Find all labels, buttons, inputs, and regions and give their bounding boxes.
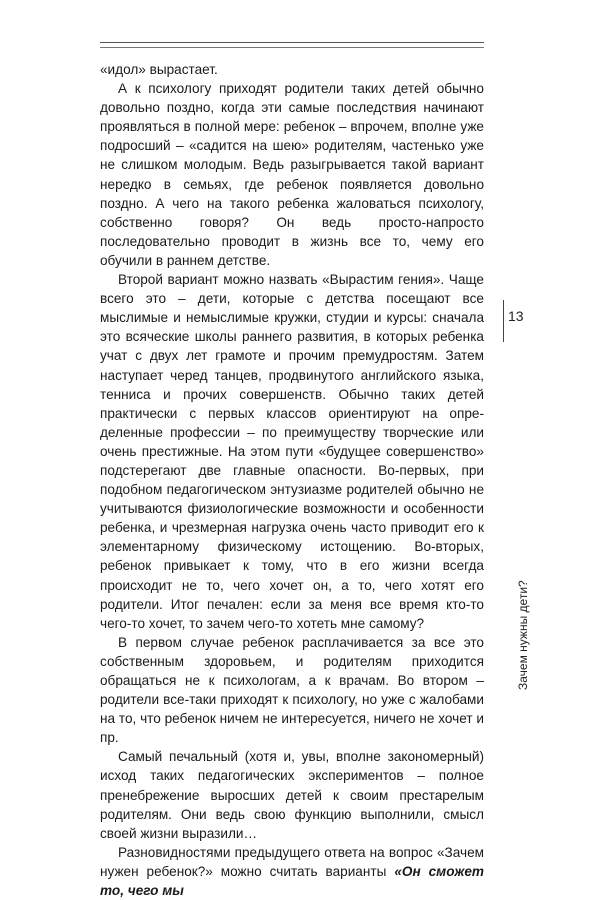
page-number: 13 [508,308,524,324]
header-rule-secondary [100,47,484,48]
running-head: Зачем нужны дети? [516,580,530,690]
margin-rule [503,300,504,342]
paragraph-last-text: Разновидностями предыдущего ответа на вопрос «Зачем нужен ребенок?» можно считать варианты [100,844,484,879]
paragraph: А к психологу приходят родители таких детей обычно довольно поздно, когда эти самые последствия начинают проявляться в полной мере: ребенок – впрочем, вполне уже подросший – «садится на шею» родителям, частенько уже не слишком молодым. Ведь разыгрывается такой вариант нередко в семьях, где ребенок появляется довольно поздно. А чего на такого ребенка жаловаться психологу, собственно говоря? Он ведь просто-напросто последовательно проводит в жизнь все то, чему его обучили в раннем детстве. [100,81,484,268]
paragraph: В первом случае ребенок расплачивается за все это собственным здоровьем, и родителям приходится обращаться не к психологам, а к врачам. Во втором – родители все-таки приходят к психологу, но уже с жалобами на то, что ребенок ничем не интересуется, ничего не хочет и пр. [100,634,484,746]
header-rule [100,42,484,43]
paragraph-continuation: «идол» вырастает. [100,62,218,77]
paragraph: Самый печальный (хотя и, увы, вполне закономерный) исход таких педагогических экспериментов – полное пренебрежение выросших детей к своим престарелым родителям. Они ведь свою функцию выполнили, смысл своей жизни выразили… [100,749,484,841]
emphasis-text: «Он сможет то, чего мы [100,863,484,899]
paragraph: Второй вариант можно назвать «Вырастим гения». Чаще всего это – дети, которые с детства посещают все мыслимые и немыслимые кружки, студии и курсы: сначала это всяческие школы раннего развития, в которых ребенка учат с двух лет грамоте и прочим премудростям. Затем наступает черед танцев, продвинутого английского языка, тенниса и прочих совершенств. Обычно таких детей практически с первых классов ориентируют на определенные профессии – по преимуществу творческие или очень престижные. На этом пути «будущее совершенство» подстерегают две главные опасности. Во-первых, при подобном педагогическом энтузиазме родителей обычно не учитываются физиологические возможности и особенности ребенка, и чрезмерная нагрузка очень часто приводит его к элементарному физическому истощению. Во-вторых, ребенок привыкает к тому, что в его жизни всегда происходит не то, чего хочет он, а то, чего хотят его родители. Итог печален: если за меня все время кто-то чего-то хочет, то зачем чего-то хотеть мне самому? [100,272,484,631]
body-text [100,60,484,900]
paragraph-last [100,843,484,900]
